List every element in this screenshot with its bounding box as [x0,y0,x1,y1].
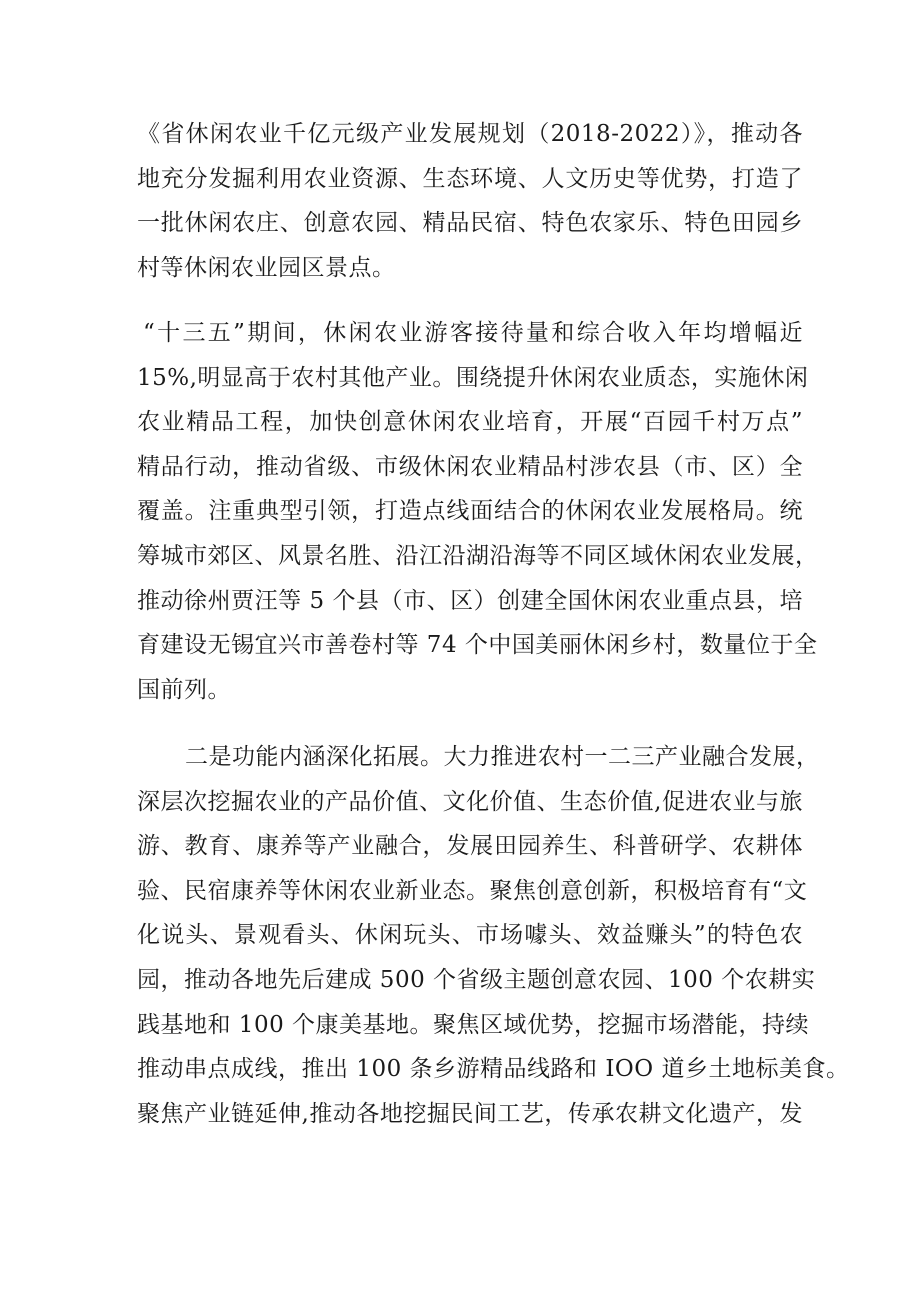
text-line: 精品行动，推动省级、市级休闲农业精品村涉农县（市、区）全 [137,453,803,480]
text-line: 推动徐州贾汪等 5 个县（市、区）创建全国休闲农业重点县，培 [137,587,803,614]
text-line: 推动串点成线，推出 100 条乡游精品线路和 IOO 道乡土地标美食。 [137,1056,850,1083]
paragraph-1 [137,112,803,290]
text-line: 地充分发掘利用农业资源、生态环境、人文历史等优势，打造了 [137,165,803,192]
text-line: 深层次挖掘农业的产品价值、文化价值、生态价值,促进农业与旅 [137,788,803,815]
paragraph-2 [137,311,819,712]
text-line: 聚焦产业链延伸,推动各地挖掘民间工艺，传承农耕文化遗产，发 [137,1100,803,1127]
text-line: 游、教育、康养等产业融合，发展田园养生、科普研学、农耕体 [137,833,803,860]
text-line: 覆盖。注重典型引领，打造点线面结合的休闲农业发展格局。统 [137,498,803,525]
text-line: 践基地和 100 个康美基地。聚焦区域优势，挖掘市场潜能，持续 [137,1011,810,1038]
paragraph-3 [137,735,850,1136]
text-line: 农业精品工程，加快创意休闲农业培育，开展“百园千村万点” [137,409,803,436]
text-line: 筹城市郊区、风景名胜、沿江沿湖沿海等不同区域休闲农业发展， [137,542,819,569]
text-line: 化说头、景观看头、休闲玩头、市场噱头、效益赚头”的特色农 [137,922,803,949]
text-line: 15%,明显高于农村其他产业。围绕提升休闲农业质态，实施休闲 [137,364,809,391]
text-line: 验、民宿康养等休闲农业新业态。聚焦创意创新，积极培育有“文 [137,877,808,904]
text-line: 村等休闲农业园区景点。 [137,254,396,281]
text-line: “十三五”期间，休闲农业游客接待量和综合收入年均增幅近 [143,320,803,346]
text-line: 国前列。 [137,676,231,703]
text-line: 园，推动各地先后建成 500 个省级主题创意农园、100 个农耕实 [137,966,816,993]
text-line: 二是功能内涵深化拓展。大力推进农村一二三产业融合发展， [185,744,820,770]
text-line: 《省休闲农业千亿元级产业发展规划（2018-2022）》，推动各 [137,121,803,147]
text-line: 一批休闲农庄、创意农园、精品民宿、特色农家乐、特色田园乡 [137,210,803,237]
text-line: 育建设无锡宜兴市善卷村等 74 个中国美丽休闲乡村，数量位于全 [137,632,818,659]
